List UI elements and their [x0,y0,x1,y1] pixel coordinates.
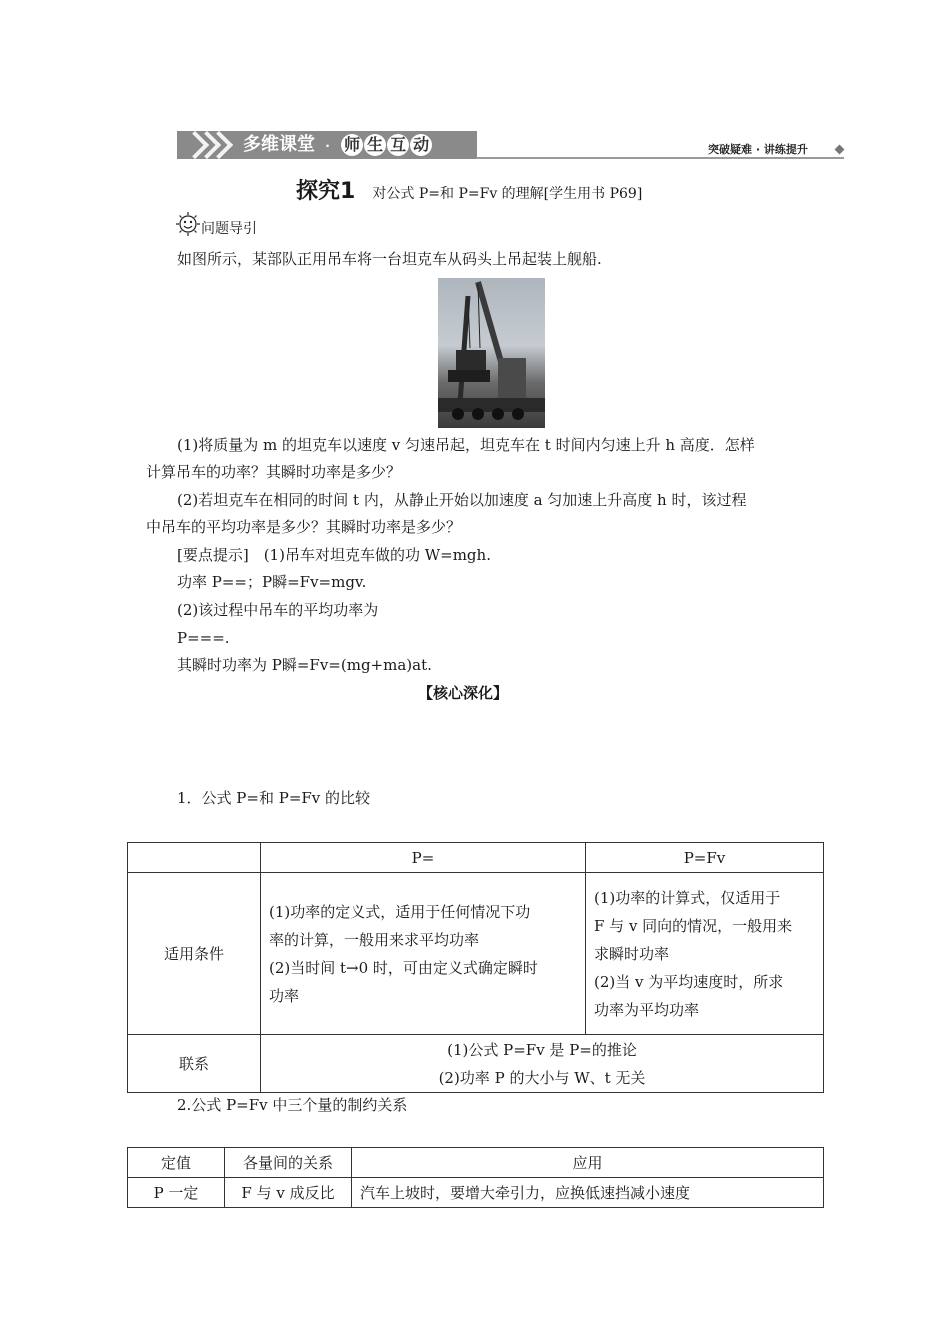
section-heading [296,174,642,205]
guide-label: 问题导引 [201,221,257,237]
diamond-icon [835,145,845,155]
banner-subtitle: 突破疑难 · 讲练提升 [708,143,808,156]
hint-line: [要点提示] (1)吊车对坦克车做的功 W=mgh. [177,546,491,564]
table-cell: F 与 v 成反比 [225,1178,352,1208]
hint-line: (2)该过程中吊车的平均功率为 [177,601,379,619]
table-cell: 应用 [352,1148,824,1178]
section-title: 对公式 P=和 P=Fv 的理解[学生用书 P69] [372,186,643,202]
intro-text: 如图所示，某部队正用吊车将一台坦克车从码头上吊起装上舰船. [177,250,602,268]
table-cell: 联系 [128,1035,261,1093]
hint-line: 其瞬时功率为 P瞬=Fv=(mg+ma)at. [177,656,432,674]
table-cell [128,843,261,873]
table-header-row [128,1148,824,1178]
question-1-line-2: 计算吊车的功率？其瞬时功率是多少？ [146,463,402,481]
item-1-title: 1．公式 P=和 P=Fv 的比较 [177,789,371,807]
table-cell: 适用条件 [128,873,261,1035]
crane-tank-photo [438,278,545,428]
banner-rule [476,157,844,159]
hint-line: P===. [177,629,230,647]
comparison-table [127,842,824,1093]
table-row [128,873,824,1035]
table-cell: P= [261,843,586,873]
table-cell: 定值 [128,1148,225,1178]
table-cell: (1)公式 P=Fv 是 P=的推论 (2)功率 P 的大小与 W、t 无关 [261,1035,824,1093]
core-title: 【核心深化】 [418,684,509,702]
table-cell: P 一定 [128,1178,225,1208]
smiley-icon [175,211,201,237]
table-cell: 汽车上坡时，要增大牵引力，应换低速挡减小速度 [352,1178,824,1208]
question-2-line-1: (2)若坦克车在相同的时间 t 内，从静止开始以加速度 a 匀加速上升高度 h 时，该过程 [177,491,747,509]
hint-line: 功率 P==；P瞬=Fv=mgv. [177,573,367,591]
table-header-row [128,843,824,873]
item-2-title: 2.公式 P=Fv 中三个量的制约关系 [177,1096,408,1114]
table-cell: (1)功率的定义式，适用于任何情况下功 率的计算，一般用来求平均功率 (2)当时间 t→0 时，可由定义式确定瞬时 功率 [261,873,586,1035]
table-cell: (1)功率的计算式，仅适用于 F 与 v 同向的情况，一般用来 求瞬时功率 (2)当 v 为平均速度时，所求 功率为平均功率 [586,873,824,1035]
table-row [128,1178,824,1208]
table-cell: 各量间的关系 [225,1148,352,1178]
question-1-line-1: (1)将质量为 m 的坦克车以速度 v 匀速吊起，坦克车在 t 时间内匀速上升 h 高度．怎样 [177,436,755,454]
banner-title: 多维课堂 · 师 生 互 动 [243,131,432,159]
relation-table [127,1147,824,1208]
question-2-line-2: 中吊车的平均功率是多少？其瞬时功率是多少？ [146,518,462,536]
table-cell: P=Fv [586,843,824,873]
table-row [128,1035,824,1093]
section-label: 探究1 [296,179,356,204]
